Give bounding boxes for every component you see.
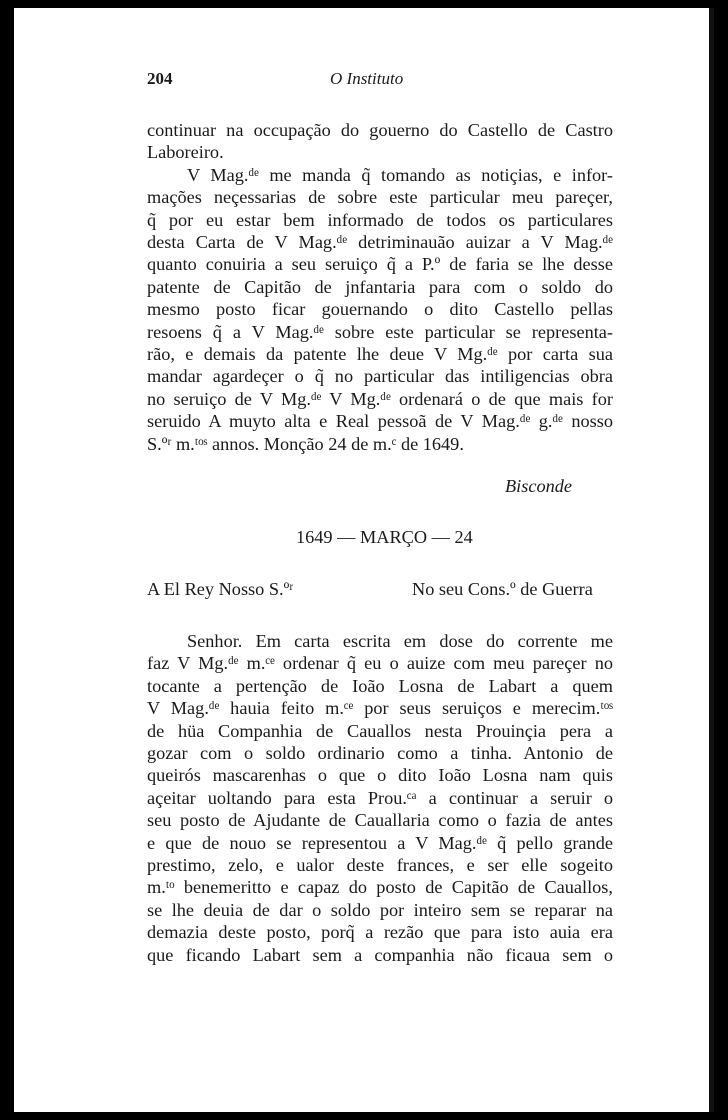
- text-line: prestimo, zelo, e ualor deste frances, e ser elle sogeito: [147, 855, 613, 876]
- addressee: A El Rey Nosso S.ºʳ: [147, 579, 294, 599]
- text-line: tocante a pertenção de Ioão Losna de Labart a quem: [147, 675, 613, 696]
- text-line: demazia deste posto, porq̃ a rezão que para isto auia era: [147, 922, 613, 943]
- text-line: V Mag.ᵈᵉ hauia feito m.ᶜᵉ por seus seruiços e merecim.ᵗᵒˢ: [147, 698, 613, 719]
- text-line: m.ᵗᵒ benemeritto e capaz do posto de Capitão de Cauallos,: [147, 877, 613, 898]
- text-line: no seruiço de V Mg.ᵈᵉ V Mg.ᵈᵉ ordenará o de que mais for: [147, 388, 613, 409]
- text-line: patente de Capitão de jnfantaria para com o soldo do: [147, 276, 613, 297]
- page-number: 204: [147, 69, 173, 88]
- text-line: V Mag.ᵈᵉ me manda q̃ tomando as notiçias, e infor-: [187, 164, 613, 185]
- paragraph-continuation: [147, 119, 613, 455]
- text-line: de hüa Companhia de Cauallos nesta Prouinçia pera a: [147, 720, 613, 741]
- text-line: q̃ por eu estar bem informado de todos os particulares: [147, 209, 613, 230]
- text-line: quanto conuiria a seu seruiço q̃ a P.º de faria se lhe desse: [147, 254, 613, 275]
- text-line: mações neçessarias de sobre este particular meu pareçer,: [147, 187, 613, 208]
- text-line: se lhe deuia de dar o soldo por inteiro sem se reparar na: [147, 899, 613, 920]
- council-note: No seu Cons.º de Guerra: [412, 579, 593, 599]
- text-line: continuar na occupação do gouerno do Castello de Castro: [147, 120, 613, 140]
- text-line: seu posto de Ajudante de Cauallaria como o fazia de antes: [147, 810, 613, 831]
- text-line: S.ºʳ m.ᵗᵒˢ annos. Monção 24 de m.ᶜ de 1649.: [147, 433, 464, 454]
- date-heading: 1649 — MARÇO — 24: [296, 527, 473, 547]
- text-line: rão, e demais da patente lhe deue V Mg.ᵈᵉ por carta sua: [147, 344, 613, 365]
- text-line: desta Carta de V Mag.ᵈᵉ detriminauão auizar a V Mag.ᵈᵉ: [147, 232, 613, 253]
- text-line: Senhor. Em carta escrita em dose do corrente me: [187, 631, 613, 651]
- text-line: que ficando Labart sem a companhia não ficaua sem o: [147, 944, 613, 965]
- text-line: resoens q̃ a V Mag.ᵈᵉ sobre este particular se representa-: [147, 321, 613, 342]
- text-line: açeitar uoltando para esta Prou.ᶜᵃ a continuar a seruir o: [147, 787, 613, 808]
- text-line: e que de nouo se representou a V Mag.ᵈᵉ q̃ pello grande: [147, 832, 613, 853]
- letter-paragraph: [147, 630, 613, 966]
- text-line: Laboreiro.: [147, 142, 224, 163]
- text-line: seruido A muyto alta e Real pessoã de V Mag.ᵈᵉ g.ᵈᵉ nosso: [147, 411, 613, 432]
- text-line: mesmo posto ficar gouernando o dito Castello pellas: [147, 299, 613, 320]
- running-title: O Instituto: [330, 69, 404, 88]
- text-line: mandar agardeçer o q̃ no particular das intiligencias obra: [147, 366, 613, 387]
- page-header: [147, 68, 627, 92]
- text-line: queirós mascarenhas o que o dito Ioão Losna nam quis: [147, 765, 613, 786]
- text-line: gozar com o soldo ordinario como a tinha. Antonio de: [147, 743, 613, 764]
- text-line: faz V Mg.ᵈᵉ m.ᶜᵉ ordenar q̃ eu o auize com meu pareçer no: [147, 653, 613, 674]
- signature: Bisconde: [505, 476, 573, 496]
